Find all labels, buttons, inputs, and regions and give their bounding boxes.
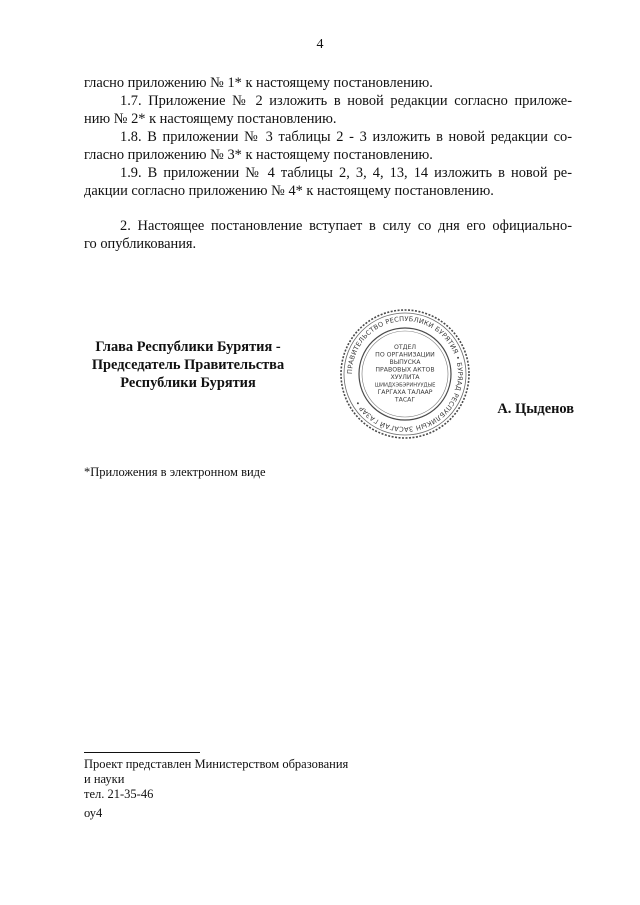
body-line: 1.7. Приложение № 2 изложить в новой редакции согласно приложе- — [120, 93, 572, 109]
project-note-line: и науки — [84, 772, 125, 786]
footer-divider — [84, 752, 200, 753]
body-line: нию № 2* к настоящему постановлению. — [84, 111, 337, 127]
signatory-title-line: Республики Бурятия — [120, 375, 256, 391]
seal-center-line: ГАРГАХА ТАЛААР — [377, 389, 433, 396]
body-line: гласно приложению № 1* к настоящему постановлению. — [84, 75, 433, 91]
page-number: 4 — [316, 37, 324, 52]
seal-center-line: ВЫПУСКА — [389, 359, 421, 366]
seal-center-line: ШИИДХЭБЭРИНУУДЫЕ — [374, 382, 436, 389]
seal-center-line: ПО ОРГАНИЗАЦИИ — [375, 351, 435, 359]
seal-center-line: ПРАВОВЫХ АКТОВ — [375, 366, 435, 374]
project-note-line: тел. 21-35-46 — [84, 787, 154, 801]
signatory-title — [70, 338, 306, 392]
project-note — [84, 757, 348, 802]
body-line: го опубликования. — [84, 236, 197, 252]
signatory-title-line: Председатель Правительства — [91, 357, 285, 373]
official-seal — [339, 308, 471, 440]
signatory-title-line: Глава Республики Бурятия - — [95, 339, 281, 355]
seal-center-line: ОТДЕЛ — [393, 344, 417, 351]
body-line: 2. Настоящее постановление вступает в силу со дня его официально- — [120, 218, 572, 234]
body-line: 1.9. В приложении № 4 таблицы 2, 3, 4, 13, 14 изложить в новой ре- — [120, 165, 572, 181]
project-note-line: Проект представлен Министерством образования — [84, 757, 349, 771]
document-code: оу4 — [84, 806, 103, 820]
seal-center-line: ТАСАГ — [394, 396, 416, 404]
body-line: дакции согласно приложению № 4* к настоящему постановлению. — [84, 183, 494, 199]
document-body — [84, 74, 572, 253]
appendix-footnote: *Приложения в электронном виде — [84, 465, 266, 479]
body-line: гласно приложению № 3* к настоящему постановлению. — [84, 147, 433, 163]
seal-ring-text: ПРАВИТЕЛЬСТВО РЕСПУБЛИКИ БУРЯТИЯ • БУРЯАД РЕСПУБЛИКЫН ЗАСАГАЙ ГАЗАР • — [345, 314, 465, 434]
signatory-name: А. Цыденов — [497, 401, 574, 417]
body-line: 1.8. В приложении № 3 таблицы 2 - 3 изложить в новой редакции со- — [120, 129, 572, 145]
seal-center-line: ХУУЛИТА — [390, 374, 420, 381]
paragraph-gap — [84, 200, 572, 217]
